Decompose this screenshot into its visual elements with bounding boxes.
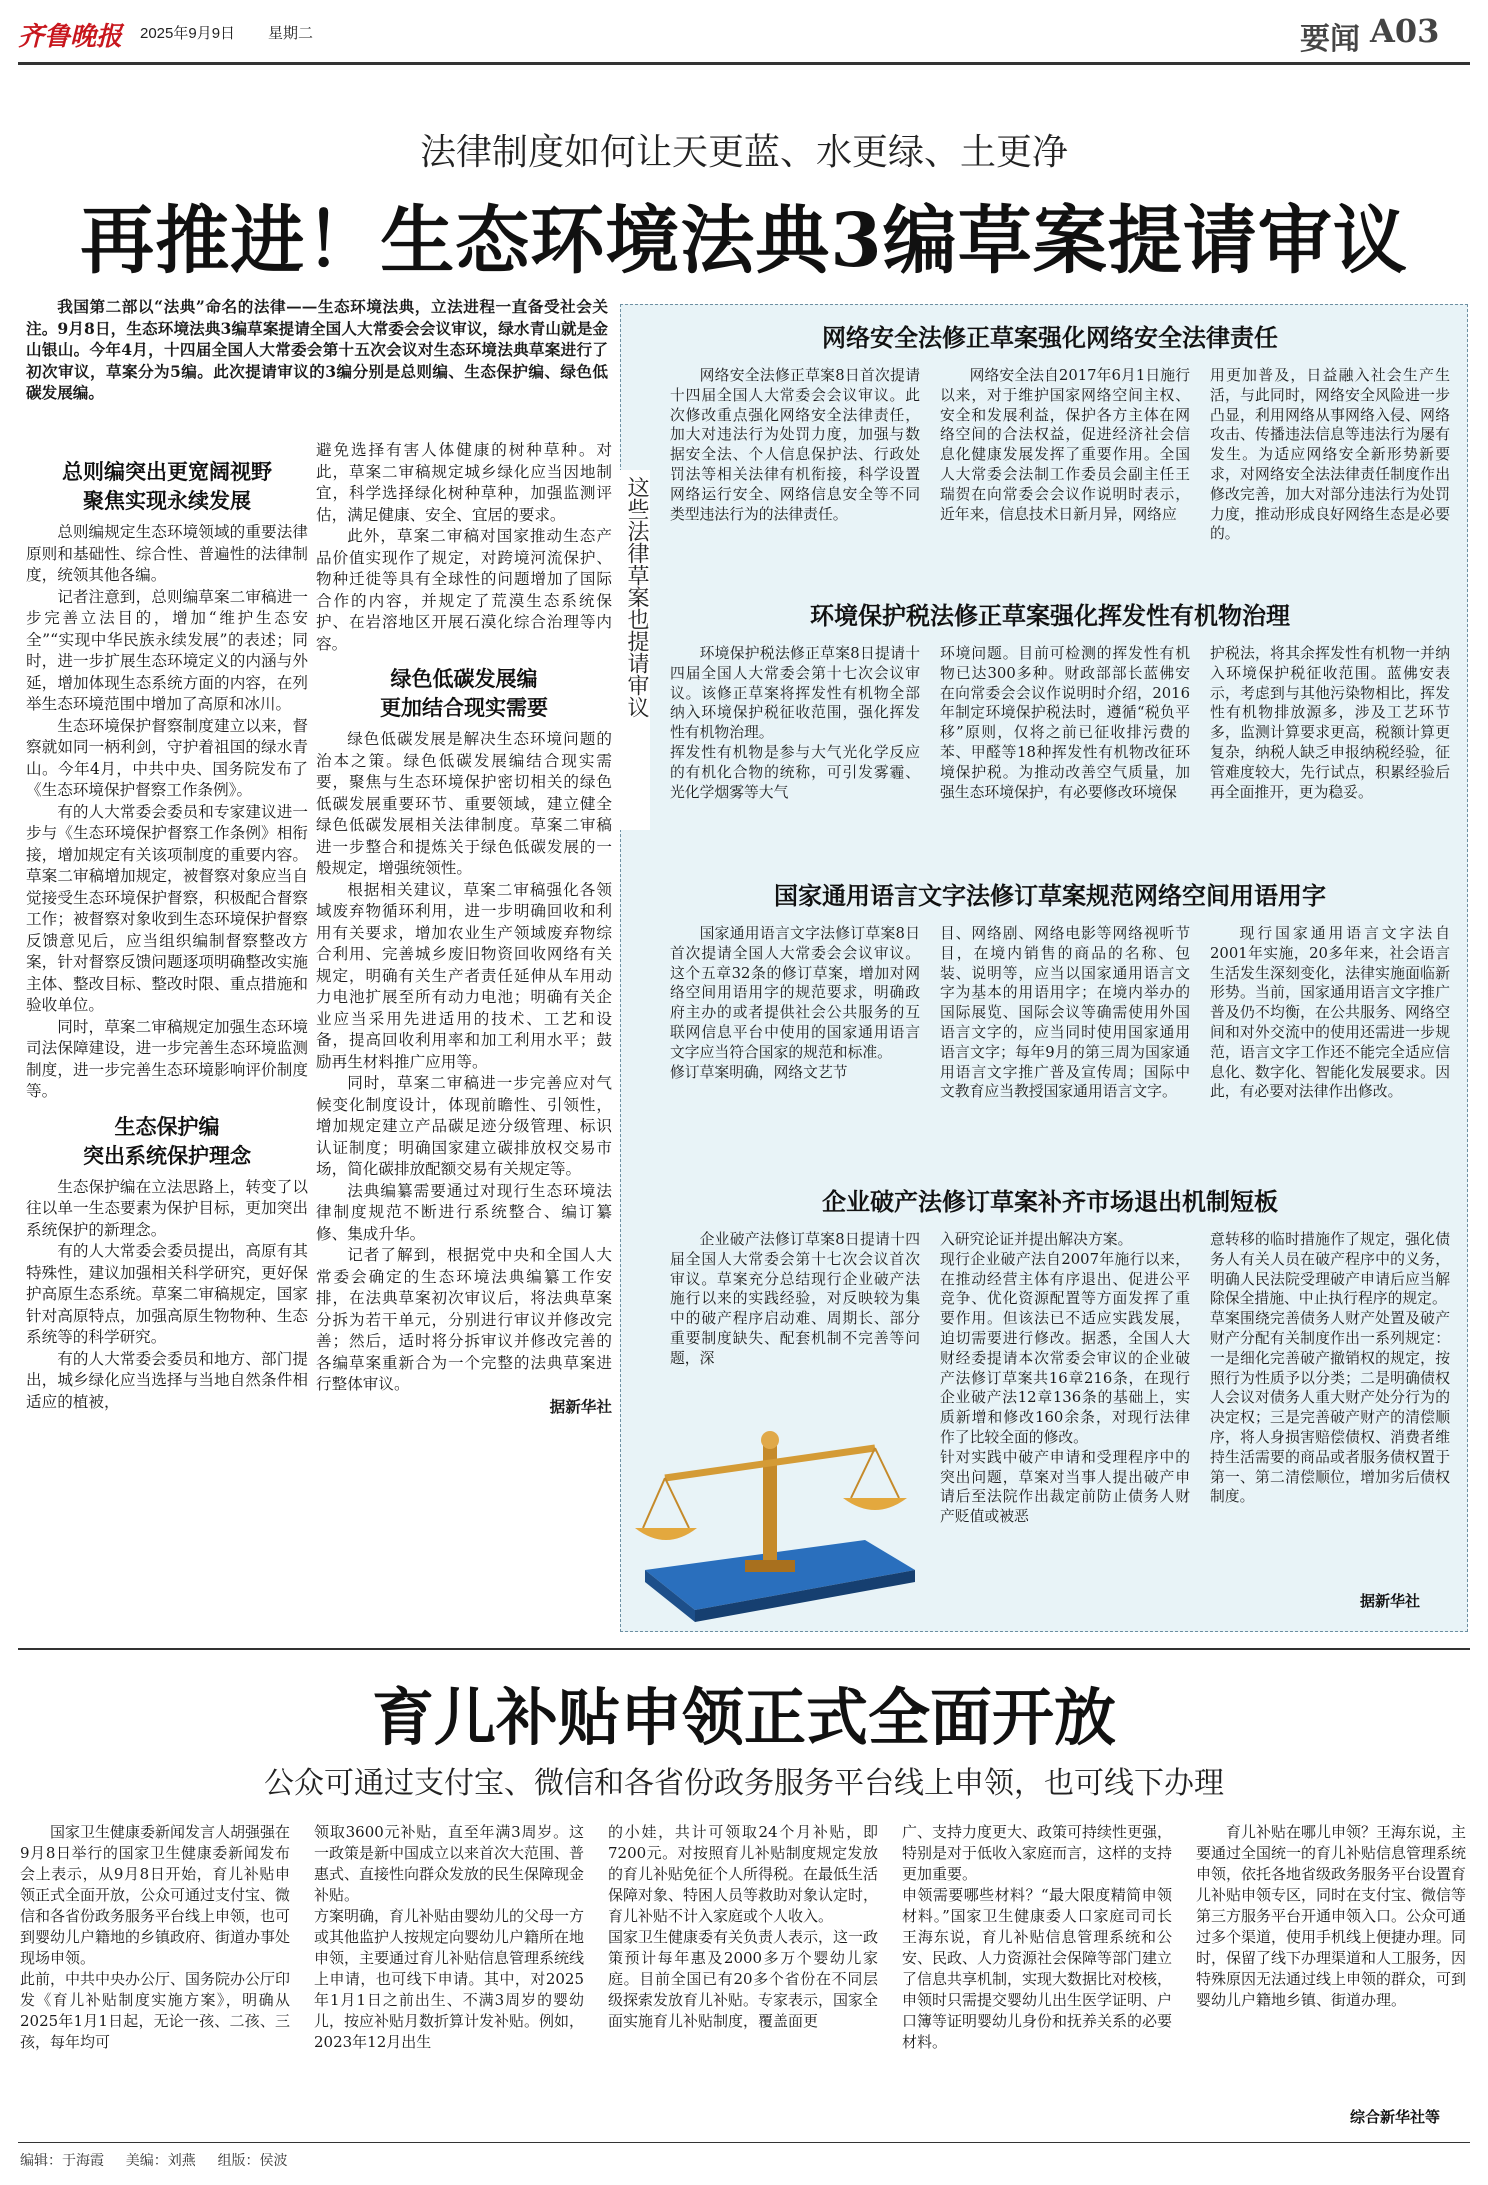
paragraph: 此外，草案二审稿对国家推动生态产品价值实现作了规定，对跨境河流保护、物种迁徙等具有全球性的问题增加了国际合作的内容，并规定了荒漠生态系统保护、在岩溶地区开展石漠化综合治理等内容。 bbox=[316, 527, 612, 653]
paragraph: 入研究论证并提出解决方案。 现行企业破产法自2007年施行以来，在推动经营主体有序退出、促进公平竞争、优化资源配置等方面发挥了重要作用。但该法已不适应实践发展，迫切需要进行修改。据悉，全国人大财经委提请本次常委会审议的企业破产法修订草案共16章216条，在现行企业破产法12章136条的基础上，实质新增和修改160余条，对现行法律作了比较全面的修改。 针对实践中破产申请和受理程序中的突出问题，草案对当事人提出破产申请后至法院作出裁定前防止债务人财产贬值或被恶 bbox=[940, 1231, 1190, 1526]
box3-col-a bbox=[670, 924, 920, 1082]
paragraph: 记者注意到，总则编草案二审稿进一步完善立法目的，增加“维护生态安全”“实现中华民族永续发展”的表述；同时，进一步扩展生态环境定义的内涵与外延，增加体现生态系统方面的内容，在列举生态环境范围中增加了高原和冰川。 bbox=[26, 587, 308, 713]
lower-col-3 bbox=[608, 1822, 878, 2122]
paragraph: 企业破产法修订草案8日提请十四届全国人大常委会第十七次会议首次审议。草案充分总结现行企业破产法施行以来的实践经验，对反映较为集中的破产程序启动难、周期长、部分重要制度缺失、配套机制不完善等问题，深 bbox=[670, 1231, 920, 1367]
sidebar-vertical-label bbox=[620, 470, 650, 830]
paragraph: 的小娃，共计可领取24个月补贴，即7200元。对按照育儿补贴制度规定发放的育儿补贴免征个人所得税。在最低生活保障对象、特困人员等救助对象认定时，育儿补贴不计入家庭或个人收入。 国家卫生健康委有关负责人表示，这一政策预计每年惠及2000多万个婴幼儿家庭。目前全国已有20多个省份在不同层级探索发放育儿补贴。专家表示，国家全面实施育儿补贴制度，覆盖面更 bbox=[608, 1823, 878, 2030]
paragraph: 国家卫生健康委新闻发言人胡强强在9月8日举行的国家卫生健康委新闻发布会上表示，从9月8日开始，育儿补贴申领正式全面开放，公众可通过支付宝、微信和各省份政务服务平台线上申领，也可到婴幼儿户籍地的乡镇政府、街道办事处现场申领。 此前，中共中央办公厅、国务院办公厅印发《育儿补贴制度实施方案》，明确从2025年1月1日起，无论一孩、二孩、三孩，每年均可 bbox=[20, 1823, 290, 2051]
box4-title: 企业破产法修订草案补齐市场退出机制短板 bbox=[822, 1187, 1278, 1216]
paragraph: 护税法，将其余挥发性有机物一并纳入环境保护税征收范围。蓝佛安表示，考虑到与其他污染物相比，挥发性有机物排放源多，涉及工艺环节多，监测计算要求更高，税额计算更复杂，纳税人缺乏申报纳税经验，征管难度较大，先行试点，积累经验后再全面推开，更为稳妥。 bbox=[1210, 645, 1450, 801]
box2-col-c bbox=[1210, 644, 1450, 802]
lower-headline: 育儿补贴申领正式全面开放 bbox=[371, 1681, 1116, 1754]
paragraph: 育儿补贴在哪儿申领？王海东说，主要通过全国统一的育儿补贴信息管理系统申领，依托各地省级政务服务平台设置育儿补贴申领专区，同时在支付宝、微信等第三方服务平台开通申领入口。公众可通过多个渠道，使用手机线上便捷办理。同时，保留了线下办理渠道和人工服务，因特殊原因无法通过线上申领的群众，可到婴幼儿户籍地乡镇、街道办理。 bbox=[1196, 1823, 1466, 2009]
masthead bbox=[18, 10, 1470, 60]
issue-date: 2025年9月9日 bbox=[140, 25, 236, 42]
article-credit: 据新华社 bbox=[549, 1396, 612, 1416]
lower-col-2 bbox=[314, 1822, 584, 2122]
intro-paragraph: 我国第二部以“法典”命名的法律——生态环境法典，立法进程一直备受社会关注。9月8日，生态环境法典3编草案提请全国人大常委会会议审议，绿水青山就是金山银山。今年4月，十四届全国人大常委会第十五次会议对生态环境法典草案进行了初次审议，草案分为5编。此次提请审议的3编分别是总则编、生态保护编、绿色低碳发展编。 bbox=[26, 297, 608, 402]
footer-credits bbox=[20, 2150, 288, 2170]
paragraph: 网络安全法修正草案8日首次提请十四届全国人大常委会会议审议。此次修改重点强化网络安全法律责任，加大对违法行为处罚力度，加强与数据安全法、个人信息保护法、行政处罚法等相关法律有机衔接，科学设置网络运行安全、网络信息安全等不同类型违法行为的法律责任。 bbox=[670, 367, 920, 523]
box2-col-a bbox=[670, 644, 920, 802]
article-column-2 bbox=[316, 440, 612, 1628]
article-column-1 bbox=[26, 448, 308, 1628]
sidebar-label-text: 这些法律草案也提请审议 bbox=[624, 476, 649, 718]
scales-of-justice-illustration bbox=[625, 1400, 925, 1625]
paragraph: 根据相关建议，草案二审稿强化各领域废弃物循环利用，进一步明确回收和利用有关要求，增加农业生产领域废弃物综合利用、完善城乡废旧物资回收网络有关规定，明确有关生产者责任延伸从车用动力电池扩展至所有动力电池；明确有关企业应当采用先进适用的技术、工艺和设备，提高回收利用率和加工利用水平；鼓励再生材料推广应用等。 bbox=[316, 880, 612, 1071]
paragraph: 同时，草案二审稿进一步完善应对气候变化制度设计，体现前瞻性、引领性，增加规定建立产品碳足迹分级管理、标识认证制度；明确国家建立碳排放权交易市场，简化碳排放配额交易有关规定等。 bbox=[316, 1074, 612, 1178]
box1-col-b bbox=[940, 366, 1190, 524]
paragraph: 有的人大常委会委员提出，高原有其特殊性，建议加强相关科学研究，更好保护高原生态系统。草案二审稿规定，国家针对高原特点，加强高原生物物种、生态系统等的科学研究。 bbox=[26, 1242, 308, 1346]
box4-credit: 据新华社 bbox=[1360, 1592, 1421, 1610]
subhead-general: 总则编突出更宽阔视野 聚焦实现永续发展 bbox=[62, 460, 272, 513]
paragraph: 法典编纂需要通过对现行生态环境法律制度规范不断进行系统整合、编订纂修、集成升华。 bbox=[316, 1181, 612, 1243]
box1-col-c bbox=[1210, 366, 1450, 544]
footer-editor: 编辑：于海霞 bbox=[20, 2152, 104, 2168]
paragraph: 环境问题。目前可检测的挥发性有机物已达300多种。财政部部长蓝佛安在向常委会会议作说明时介绍，2016年制定环境保护税法时，遵循“税负平移”原则，仅将之前已征收排污费的苯、甲醛等18种挥发性有机物改征环境保护税。为推动改善空气质量，加强生态环境保护，有必要修改环境保 bbox=[940, 645, 1190, 801]
subhead-green: 绿色低碳发展编 更加结合现实需要 bbox=[380, 667, 548, 720]
paragraph: 用更加普及，日益融入社会生产生活，与此同时，网络安全风险进一步凸显，利用网络从事网络入侵、网络攻击、传播违法信息等违法行为屡有发生。为适应网络安全新形势新要求，对网络安全法法律责任制度作出修改完善，加大对部分违法行为处罚力度，推动形成良好网络生态是必要的。 bbox=[1210, 367, 1450, 543]
section-name: 要闻 bbox=[1300, 22, 1360, 57]
lower-col-5 bbox=[1196, 1822, 1466, 2102]
box2-title: 环境保护税法修正草案强化挥发性有机物治理 bbox=[810, 601, 1290, 630]
paragraph: 领取3600元补贴，直至年满3周岁。这一政策是新中国成立以来首次大范围、普惠式、直接性向群众发放的民生保障现金补贴。 方案明确，育儿补贴由婴幼儿的父母一方或其他监护人按规定向婴幼儿户籍所在地申领，主要通过育儿补贴信息管理系统线上申请，也可线下申请。其中，对2025年1月1日之前出生、不满3周岁的婴幼儿，按应补贴月数折算计发补贴。例如，2023年12月出生 bbox=[314, 1823, 584, 2051]
paragraph: 生态保护编在立法思路上，转变了以往以单一生态要素为保护目标，更加突出系统保护的新理念。 bbox=[26, 1177, 308, 1239]
paragraph: 总则编规定生态环境领域的重要法律原则和基础性、综合性、普遍性的法律制度，统领其他各编。 bbox=[26, 523, 308, 584]
scale-right-pan bbox=[843, 1498, 907, 1510]
paragraph: 意转移的临时措施作了规定，强化债务人有关人员在破产程序中的义务，明确人民法院受理破产申请后应当解除保全措施、中止执行程序的规定。 草案围绕完善债务人财产处置及破产财产分配有关制度作出一系列规定：一是细化完善破产撤销权的规定，按照行为性质予以分类；二是明确债权人会议对债务人重大财产处分行为的决定权；三是完善破产财产的清偿顺序，将人身损害赔偿债权、消费者维持生活需要的商品或者服务债权置于第一、第二清偿顺位，增加劣后债权制度。 bbox=[1210, 1231, 1450, 1506]
paragraph: 避免选择有害人体健康的树种草种。对此，草案二审稿规定城乡绿化应当因地制宜，科学选择绿化树种草种，加强监测评估，满足健康、安全、宜居的要求。 bbox=[316, 441, 612, 524]
paragraph: 环境保护税法修正草案8日提请十四届全国人大常委会第十七次会议审议。该修正草案将挥发性有机物全部纳入环境保护税征收范围，强化挥发性有机物治理。 挥发性有机物是参与大气光化学反应的有机化合物的统称，可引发雾霾、光化学烟雾等大气 bbox=[670, 645, 920, 801]
box3-title: 国家通用语言文字法修订草案规范网络空间用语用字 bbox=[774, 881, 1326, 910]
paragraph: 记者了解到，根据党中央和全国人大常委会确定的生态环境法典编纂工作安排，在法典草案初次审议后，将法典草案分拆为若干单元，分别进行审议并修改完善；然后，适时将分拆审议并修改完善的各编草案重新合为一个完整的法典草案进行整体审议。 bbox=[316, 1246, 612, 1393]
paragraph: 现行国家通用语言文字法自2001年实施，20多年来，社会语言生活发生深刻变化，法律实施面临新形势。当前，国家通用语言文字推广普及仍不均衡，在公共服务、网络空间和对外交流中的使用还需进一步规范，语言文字工作还不能完全适应信息化、数字化、智能化发展要求。因此，有必要对法律作出修改。 bbox=[1210, 925, 1450, 1101]
box1-title: 网络安全法修正草案强化网络安全法律责任 bbox=[822, 323, 1278, 352]
paragraph: 生态环境保护督察制度建立以来，督察就如同一柄利剑，守护着祖国的绿水青山。今年4月，中共中央、国务院发布了《生态环境保护督察工作条例》。 bbox=[26, 716, 308, 799]
box4-col-a bbox=[670, 1230, 920, 1369]
lower-col-4 bbox=[902, 1822, 1172, 2122]
section-divider bbox=[18, 1648, 1470, 1650]
headline-title: 再推进！生态环境法典3编草案提请审议 bbox=[80, 198, 1408, 284]
masthead-rule bbox=[18, 62, 1470, 65]
footer-art: 美编：刘燕 bbox=[125, 2152, 196, 2168]
footer-rule bbox=[18, 2142, 1470, 2143]
paragraph: 目、网络剧、网络电影等网络视听节目，在境内销售的商品的名称、包装、说明等，应当以国家通用语言文字为基本的用语用字；在境内举办的国际展览、国际会议等确需使用外国语言文字的，应当同时使用国家通用语言文字；每年9月的第三周为国家通用语言文字推广普及宣传周；国际中文教育应当教授国家通用语言文字。 bbox=[940, 925, 1190, 1101]
box4-col-c bbox=[1210, 1230, 1450, 1507]
paragraph: 有的人大常委会委员和地方、部门提出，城乡绿化应当选择与当地自然条件相适应的植被， bbox=[26, 1349, 308, 1411]
scale-left-pan bbox=[635, 1528, 697, 1540]
paragraph: 绿色低碳发展是解决生态环境问题的治本之策。绿色低碳发展编结合现实需要，聚焦与生态环境保护密切相关的绿色低碳发展重要环节、重要领域，建立健全绿色低碳发展相关法律制度。草案二审稿进一步整合和提炼关于绿色低碳发展的一般规定，增强统领性。 bbox=[316, 730, 612, 877]
paragraph: 同时，草案二审稿规定加强生态环境司法保障建设，进一步完善生态环境监测制度，进一步完善生态环境影响评价制度等。 bbox=[26, 1017, 308, 1100]
box3-col-c bbox=[1210, 924, 1450, 1102]
paragraph: 国家通用语言文字法修订草案8日首次提请全国人大常委会会议审议。这个五章32条的修订草案，增加对网络空间用语用字的规范要求，明确政府主办的或者提供社会公共服务的互联网信息平台中使用的国家通用语言文字应当符合国家的规范和标准。 修订草案明确，网络文艺节 bbox=[670, 925, 920, 1081]
headline-kicker: 法律制度如何让天更蓝、水更绿、土更净 bbox=[419, 132, 1068, 173]
subhead-ecology: 生态保护编 突出系统保护理念 bbox=[83, 1114, 251, 1168]
lower-col-1 bbox=[20, 1822, 290, 2122]
box1-col-a bbox=[670, 366, 920, 524]
box2-col-b bbox=[940, 644, 1190, 802]
paragraph: 广、支持力度更大、政策可持续性更强，特别是对于低收入家庭而言，这样的支持更加重要。 申领需要哪些材料？“最大限度精简申领材料。”国家卫生健康委人口家庭司司长王海东说，育儿补贴信息管理系统和公安、民政、人力资源社会保障等部门建立了信息共享机制，实现大数据比对校核，申领时只需提交婴幼儿出生医学证明、户口簿等证明婴幼儿身份和抚养关系的必要材料。 bbox=[902, 1823, 1172, 2051]
lower-credit: 综合新华社等 bbox=[1350, 2108, 1441, 2126]
box3-col-b bbox=[940, 924, 1190, 1102]
box4-col-b bbox=[940, 1230, 1190, 1527]
issue-weekday: 星期二 bbox=[268, 25, 314, 42]
footer-layout: 组版：侯波 bbox=[217, 2152, 288, 2168]
paragraph: 网络安全法自2017年6月1日施行以来，对于维护国家网络空间主权、安全和发展利益，保护各方主体在网络空间的合法权益，促进经济社会信息化健康发展发挥了重要作用。全国人大常委会法制工作委员会副主任王瑞贺在向常委会会议作说明时表示，近年来，信息技术日新月异，网络应 bbox=[940, 367, 1190, 523]
page-number: A03 bbox=[1370, 12, 1440, 50]
paper-logo: 齐鲁晚报 bbox=[18, 22, 123, 52]
lower-subtitle: 公众可通过支付宝、微信和各省份政务服务平台线上申领，也可线下办理 bbox=[264, 1766, 1224, 1801]
paragraph: 有的人大常委会委员和专家建议进一步与《生态环境保护督察工作条例》相衔接，增加规定有关该项制度的重要内容。草案二审稿增加规定，被督察对象应当自觉接受生态环境保护督察，积极配合督察工作；被督察对象收到生态环境保护督察反馈意见后，应当组织编制督察整改方案，针对督察反馈问题逐项明确整改实施主体、整改目标、整改时限、重点措施和验收单位。 bbox=[26, 802, 308, 1014]
